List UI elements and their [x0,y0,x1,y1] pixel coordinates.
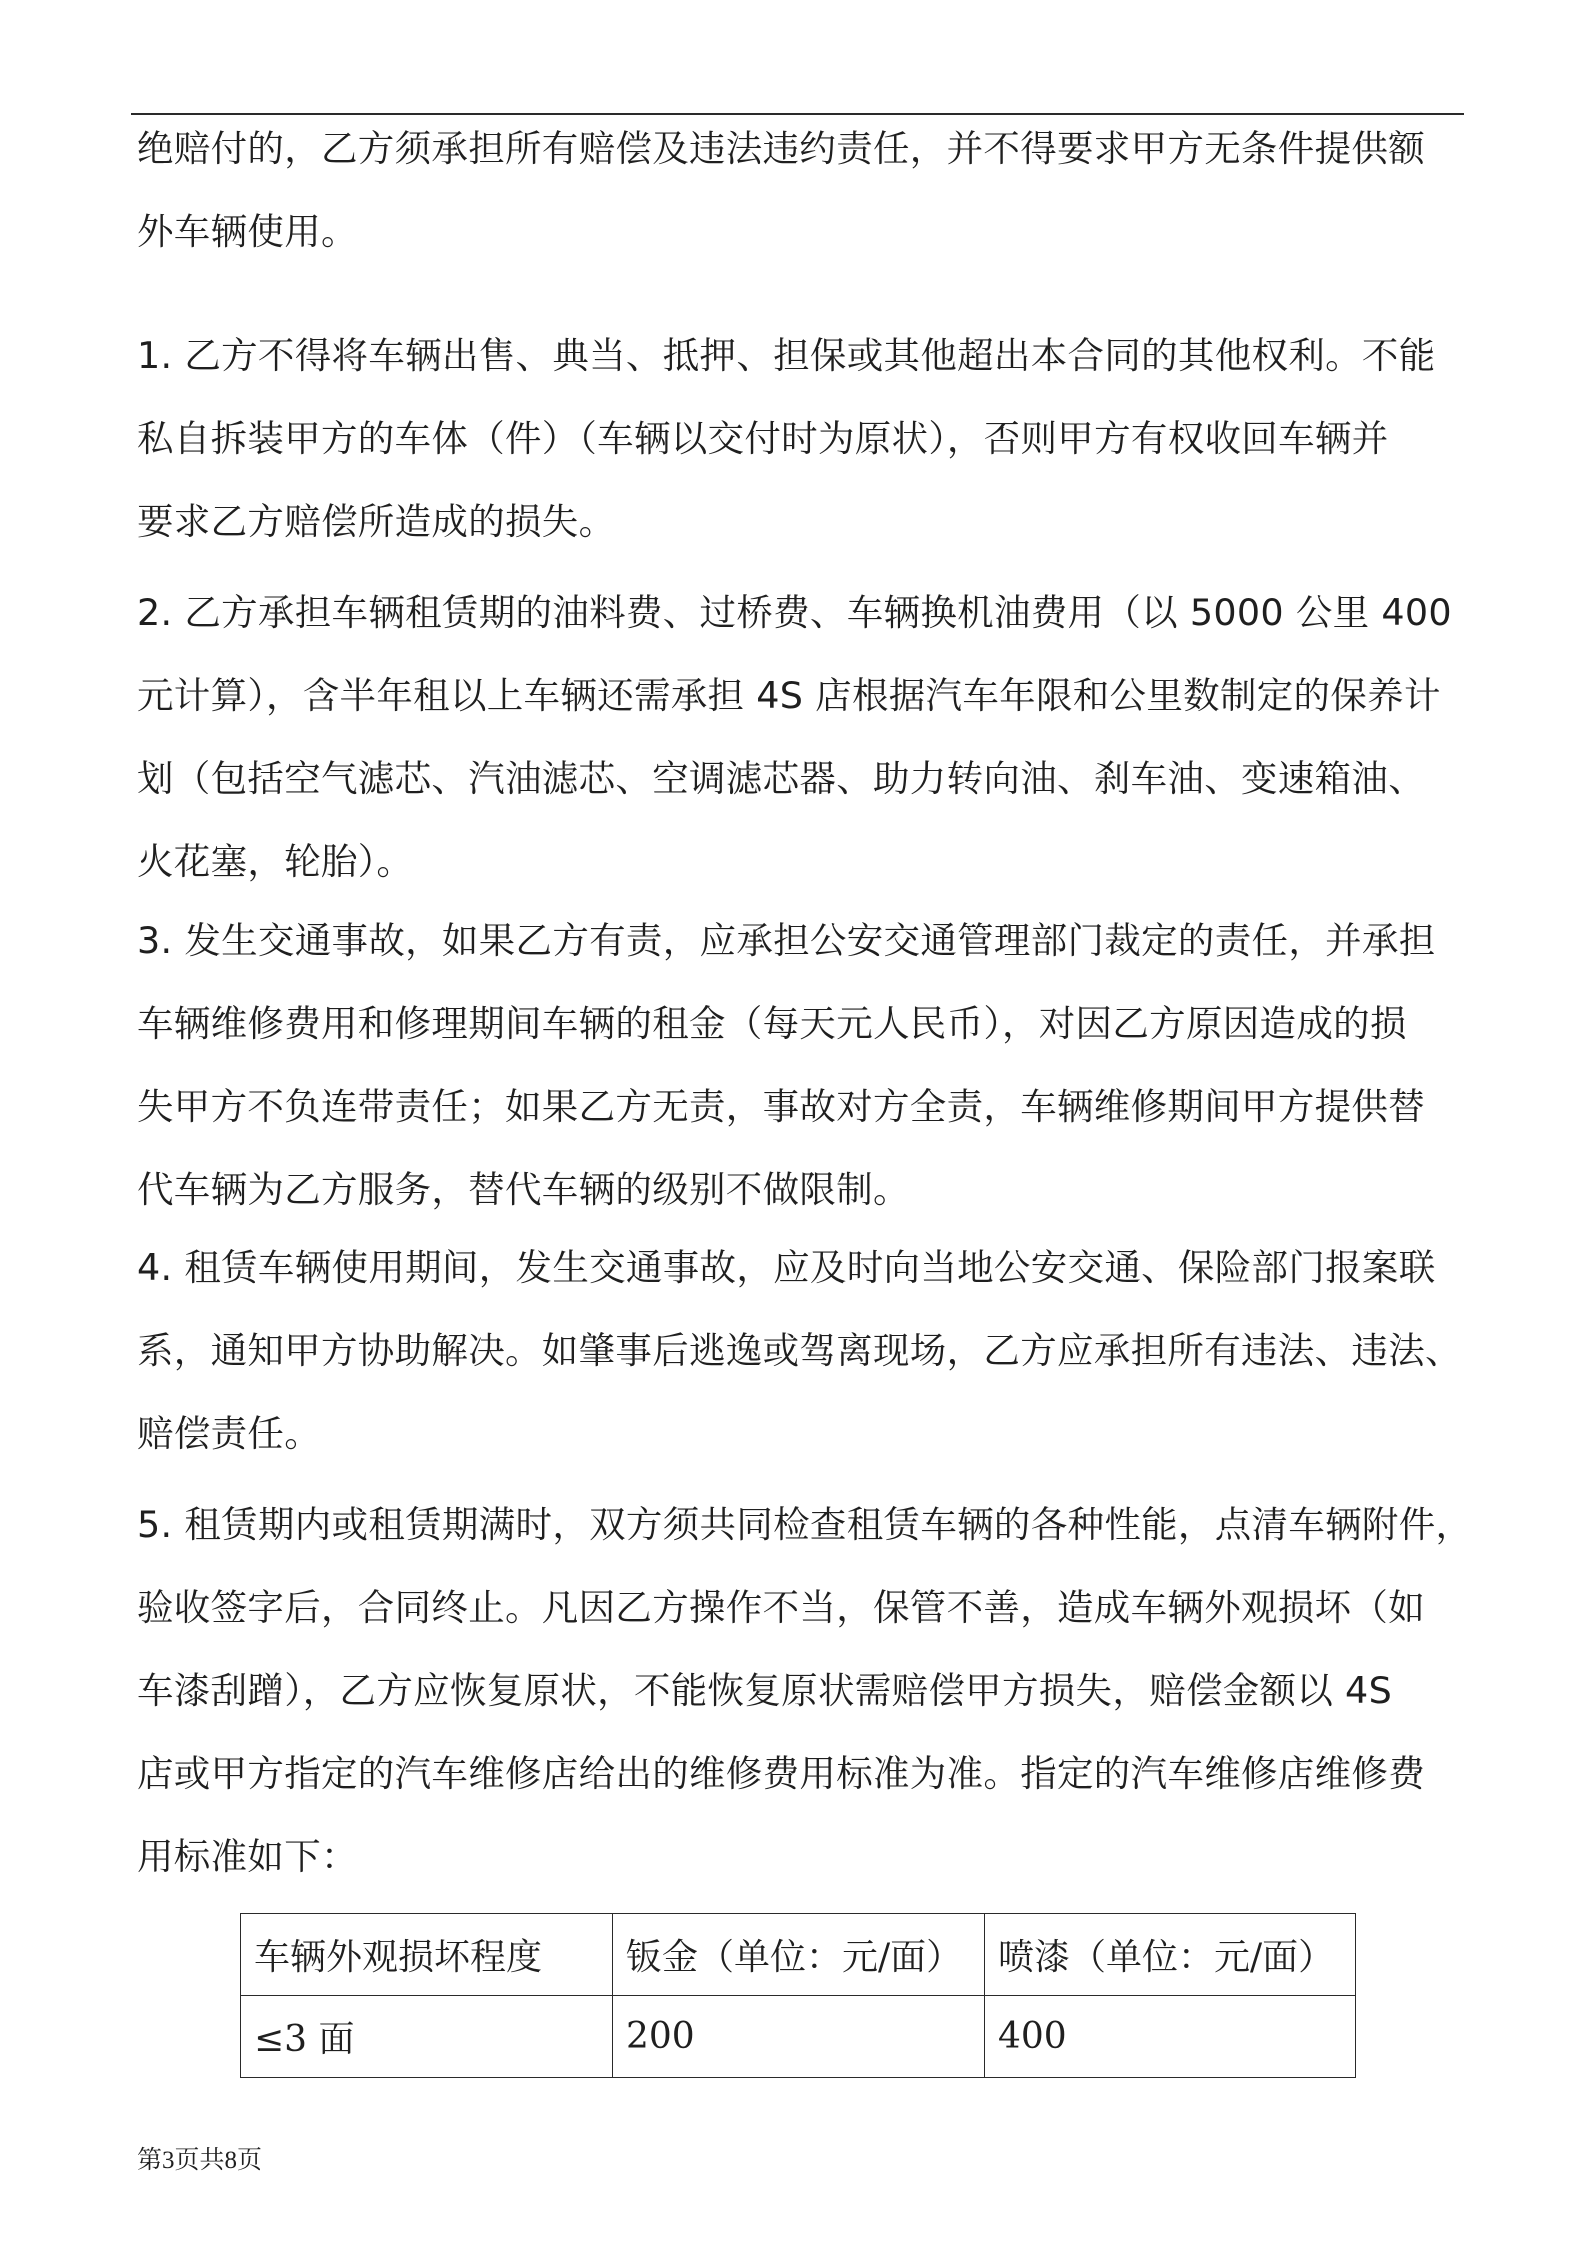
table-header-cell: 钣金（单位：元/面） [613,1914,985,1996]
text-line: 赔偿责任。 [137,1412,321,1455]
text-line: 验收签字后，合同终止。凡因乙方操作不当，保管不善，造成车辆外观损坏（如 [137,1586,1425,1629]
text-line: 划（包括空气滤芯、汽油滤芯、空调滤芯器、助力转向油、刹车油、变速箱油、 [137,757,1425,800]
table-header-cell: 车辆外观损坏程度 [241,1914,613,1996]
text-line: 代车辆为乙方服务，替代车辆的级别不做限制。 [137,1168,910,1211]
text-line: 系，通知甲方协助解决。如肇事后逃逸或驾离现场，乙方应承担所有违法、违法、 [137,1329,1462,1372]
text-line: 车漆刮蹭），乙方应恢复原状，不能恢复原状需赔偿甲方损失，赔偿金额以 4S [137,1669,1393,1712]
table-cell: ≤3 面 [241,1996,613,2078]
table-header-row [241,1914,1356,1996]
repair-fee-table [240,1913,1356,2078]
text-line: 失甲方不负连带责任；如果乙方无责，事故对方全责，车辆维修期间甲方提供替 [137,1085,1425,1128]
text-line: 私自拆装甲方的车体（件）（车辆以交付时为原状），否则甲方有权收回车辆并 [137,417,1389,460]
text-line: 要求乙方赔偿所造成的损失。 [137,500,616,543]
text-line: 用标准如下： [137,1835,358,1878]
text-line: 火花塞，轮胎）。 [137,840,414,883]
clause-2 [137,571,1452,903]
clause-4 [137,1226,1462,1475]
text-line: 元计算），含半年租以上车辆还需承担 4S 店根据汽车年限和公里数制定的保养计 [137,674,1441,717]
table-cell: 400 [985,1996,1356,2078]
text-line: 外车辆使用。 [137,210,358,253]
page-number: 第3页共8页 [137,2147,263,2174]
clause-5 [137,1483,1472,1898]
text-line: 绝赔付的，乙方须承担所有赔偿及违法违约责任，并不得要求甲方无条件提供额 [137,127,1425,170]
table-cell: 200 [613,1996,985,2078]
text-line: 店或甲方指定的汽车维修店给出的维修费用标准为准。指定的汽车维修店维修费 [137,1752,1425,1795]
text-line: 5. 租赁期内或租赁期满时，双方须共同检查租赁车辆的各种性能，点清车辆附件， [137,1503,1473,1546]
clause-3 [137,899,1436,1231]
text-line: 车辆维修费用和修理期间车辆的租金（每天元人民币），对因乙方原因造成的损 [137,1002,1407,1045]
paragraph-continuation [137,107,1425,273]
text-line: 4. 租赁车辆使用期间，发生交通事故，应及时向当地公安交通、保险部门报案联 [137,1246,1436,1289]
text-line: 3. 发生交通事故，如果乙方有责，应承担公安交通管理部门裁定的责任，并承担 [137,919,1436,962]
table-header-cell: 喷漆（单位：元/面） [985,1914,1356,1996]
clause-1 [137,314,1436,563]
table-row [241,1996,1356,2078]
text-line: 1. 乙方不得将车辆出售、典当、抵押、担保或其他超出本合同的其他权利。不能 [137,334,1436,377]
text-line: 2. 乙方承担车辆租赁期的油料费、过桥费、车辆换机油费用（以 5000 公里 400 [137,591,1452,634]
